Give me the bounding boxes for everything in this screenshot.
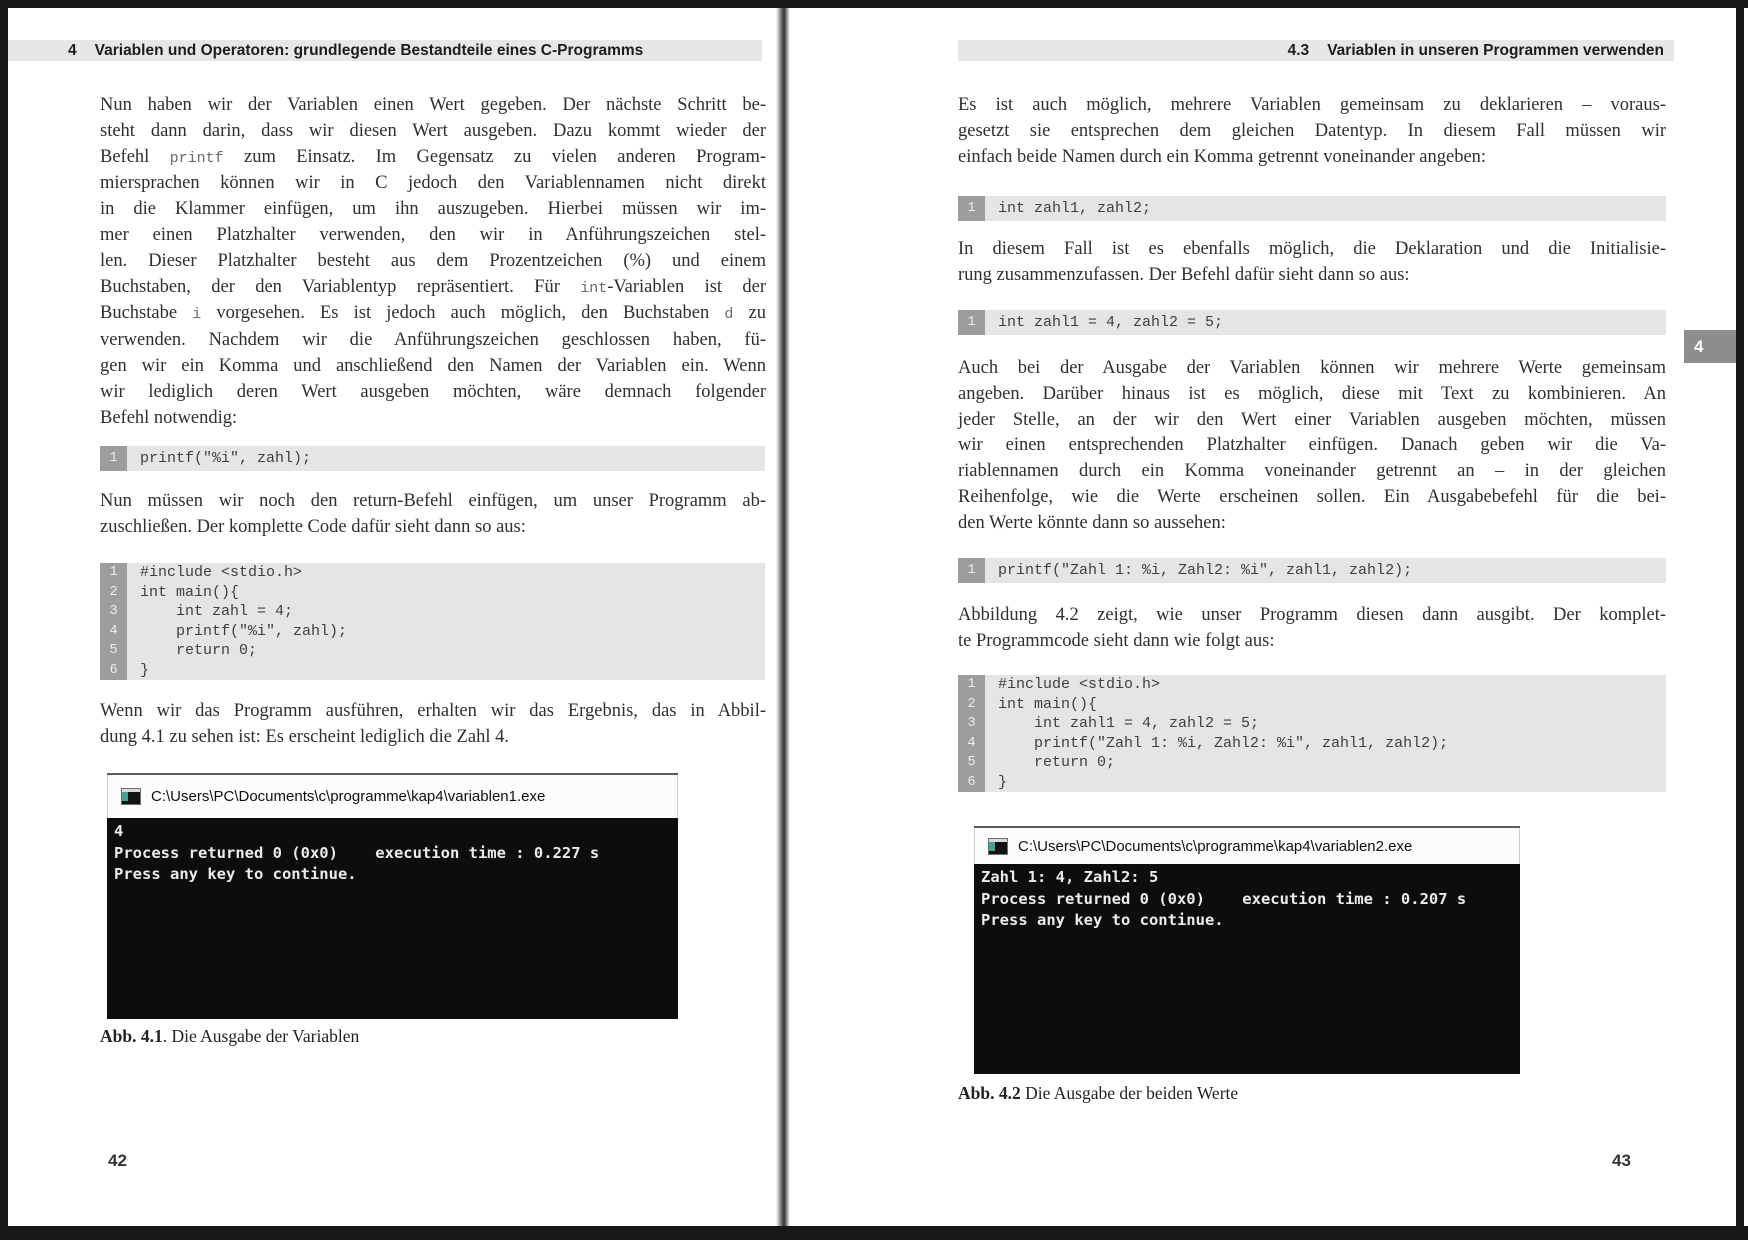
code-line-text: } <box>140 661 150 679</box>
code-line-number: 4 <box>958 734 985 754</box>
code-line-number: 3 <box>100 602 127 622</box>
code-line-text: int main(){ <box>998 695 1098 713</box>
code-line-text: int zahl = 4; <box>140 603 294 620</box>
inline-code: i <box>192 306 202 324</box>
right-paragraph-2: In diesem Fall ist es ebenfalls möglich, die Deklaration und die Initialisie- rung zusammenzufassen. Der Befehl dafür sieht dann so aus: <box>958 239 1666 285</box>
console-output <box>107 818 678 1019</box>
console-line: Process returned 0 (0x0) execution time : 0.227 s <box>114 843 600 862</box>
right-code-initialization <box>958 310 1666 335</box>
right-paragraph-3: Auch bei der Ausgabe der Variablen können wir mehrere Werte gemeinsam angeben. Darüber hinaus ist es möglich, diese mit Text zu kombinieren. An jeder Stelle, an der wir den Wert einer Variablen ausgeben möchten, müssen wir einen entsprechenden Platzhalter einfügen. Danach geben wir die Va- riablennamen durch ein Komma voneinander getrennt an – in der gleichen Reihenfolge, wie die Werte erscheinen sollen. Ein Ausgabebefehl für die bei- den Werte könnte dann so aussehen: <box>958 358 1666 533</box>
code-line-text: int zahl1 = 4, zahl2 = 5; <box>998 314 1224 331</box>
console-title-path: C:\Users\PC\Documents\c\programme\kap4\variablen1.exe <box>151 788 546 805</box>
code-line-text: printf("%i", zahl); <box>140 622 348 640</box>
code-line-number: 6 <box>100 661 127 681</box>
code-line <box>100 563 765 583</box>
code-line-text: printf("%i", zahl); <box>140 450 312 467</box>
code-line-text: printf("Zahl 1: %i, Zahl2: %i", zahl1, zahl2); <box>998 562 1413 579</box>
figure-caption-4-1 <box>100 1026 740 1047</box>
code-line-number: 1 <box>100 563 127 583</box>
code-line <box>958 196 1666 221</box>
console-icon <box>121 788 141 805</box>
code-line-number: 1 <box>958 675 985 695</box>
code-line-number: 5 <box>958 753 985 773</box>
code-line-text: printf("Zahl 1: %i, Zahl2: %i", zahl1, zahl2); <box>998 734 1449 752</box>
right-code-program <box>958 675 1666 792</box>
caption-label: Abb. 4.2 <box>958 1083 1021 1103</box>
code-line-text: int main(){ <box>140 583 240 601</box>
console-window-variablen2 <box>974 826 1520 1074</box>
photo-edge-right <box>1736 0 1744 1226</box>
code-line <box>100 602 765 622</box>
caption-text: . Die Ausgabe der Variablen <box>162 1026 360 1046</box>
code-line-number: 1 <box>100 446 127 471</box>
photo-edge-bottom <box>0 1226 1748 1240</box>
code-line-text: return 0; <box>140 642 258 659</box>
code-line-number: 2 <box>100 583 127 603</box>
code-line <box>958 734 1666 754</box>
console-window-variablen1 <box>107 773 678 1019</box>
section-number: 4.3 <box>1287 41 1310 59</box>
chapter-number: 4 <box>68 41 77 59</box>
code-line <box>958 310 1666 335</box>
console-line: Press any key to continue. <box>981 911 1224 929</box>
code-line <box>100 641 765 661</box>
caption-label: Abb. 4.1 <box>100 1026 163 1046</box>
chapter-title: Variablen und Operatoren: grundlegende Bestandteile eines C-Programms <box>94 41 644 59</box>
code-line-number: 1 <box>958 558 985 583</box>
code-line-number: 3 <box>958 714 985 734</box>
console-line: Zahl 1: 4, Zahl2: 5 <box>981 868 1159 886</box>
right-code-declaration <box>958 196 1666 221</box>
page-gutter <box>776 8 790 1226</box>
left-running-header <box>8 40 762 61</box>
code-line <box>958 714 1666 734</box>
code-line-text: #include <stdio.h> <box>998 676 1161 693</box>
chapter-thumb-tab: 4 <box>1684 330 1736 363</box>
code-line-text: int zahl1 = 4, zahl2 = 5; <box>998 715 1260 732</box>
right-paragraph-1: Es ist auch möglich, mehrere Variablen gemeinsam zu deklarieren – voraus- gesetzt sie entsprechen dem gleichen Datentyp. In diesem Fall müssen wir einfach beide Namen durch ein Komma getrennt voneinander angeben: <box>958 95 1666 167</box>
inline-code: int <box>580 279 608 297</box>
code-line-text: return 0; <box>998 754 1116 771</box>
right-paragraph-4: Abbildung 4.2 zeigt, wie unser Programm diesen dann ausgibt. Der komplet- te Programmcode sieht dann wie folgt aus: <box>958 605 1666 651</box>
code-line <box>100 661 765 681</box>
code-line <box>100 622 765 642</box>
console-line: Press any key to continue. <box>114 865 357 883</box>
photo-edge-top <box>0 0 1748 8</box>
console-title-path: C:\Users\PC\Documents\c\programme\kap4\variablen2.exe <box>1018 837 1413 855</box>
code-line <box>958 558 1666 583</box>
code-line-number: 6 <box>958 773 985 793</box>
console-icon <box>988 838 1008 855</box>
console-titlebar <box>107 775 678 818</box>
console-line: 4 <box>114 822 124 840</box>
code-line-number: 1 <box>958 310 985 335</box>
left-paragraph-1: Nun haben wir der Variablen einen Wert gegeben. Der nächste Schritt be- steht dann darin, dass wir diesen Wert ausgeben. Dazu kommt wieder der Befehl printf zum Einsatz. Im Gegensatz zu vielen anderen Program- miersprachen können wir in C jedoch den Variablennamen nicht direkt in die Klammer einfügen, um ihn auszugeben. Hierbei müssen wir im- mer einen Platzhalter verwenden, den wir in Anführungszeichen stel- len. Dieser Platzhalter besteht aus dem Prozentzeichen (%) und einem Buchstaben, der den Variablentyp repräsentiert. Für int-Variablen ist der Buchstabe i vorgesehen. Es ist jedoch auch möglich, den Buchstaben d zu verwenden. Nachdem wir die Anführungszeichen geschlossen haben, fü- gen wir ein Komma und anschließend den Namen der Variablen ein. Wenn wir lediglich deren Wert ausgeben möchten, wäre demnach folgender Befehl notwendig: <box>100 95 767 428</box>
code-line-number: 1 <box>958 196 985 221</box>
code-line-number: 4 <box>100 622 127 642</box>
code-line-text: } <box>998 773 1008 791</box>
caption-text: Die Ausgabe der beiden Werte <box>1020 1083 1239 1103</box>
code-line-text: int zahl1, zahl2; <box>998 200 1152 217</box>
page-number-right: 43 <box>1612 1151 1631 1170</box>
page-number-left: 42 <box>108 1151 127 1170</box>
figure-caption-4-2 <box>958 1083 1598 1104</box>
code-line <box>958 695 1666 715</box>
left-paragraph-2: Nun müssen wir noch den return-Befehl einfügen, um unser Programm ab- zuschließen. Der komplette Code dafür sieht dann so aus: <box>100 491 766 537</box>
right-code-printf <box>958 558 1666 583</box>
console-titlebar <box>974 828 1520 864</box>
console-output <box>974 864 1520 1074</box>
code-line <box>100 583 765 603</box>
code-line <box>100 446 765 471</box>
code-line <box>958 753 1666 773</box>
inline-code: printf <box>169 149 224 167</box>
code-line-text: #include <stdio.h> <box>140 564 303 581</box>
left-paragraph-3: Wenn wir das Programm ausführen, erhalten wir das Ergebnis, das in Abbil- dung 4.1 zu sehen ist: Es erscheint lediglich die Zahl 4. <box>100 701 766 747</box>
console-line: Process returned 0 (0x0) execution time : 0.207 s <box>981 889 1467 908</box>
photo-edge-left <box>0 0 8 1240</box>
code-line <box>958 773 1666 793</box>
code-line-number: 5 <box>100 641 127 661</box>
code-line-number: 2 <box>958 695 985 715</box>
right-running-header <box>958 40 1674 61</box>
section-title: Variablen in unseren Programmen verwenden <box>1327 41 1664 59</box>
inline-code: d <box>724 306 734 324</box>
left-code-listing-printf <box>100 446 765 471</box>
left-code-listing-program <box>100 563 765 680</box>
code-line <box>958 675 1666 695</box>
